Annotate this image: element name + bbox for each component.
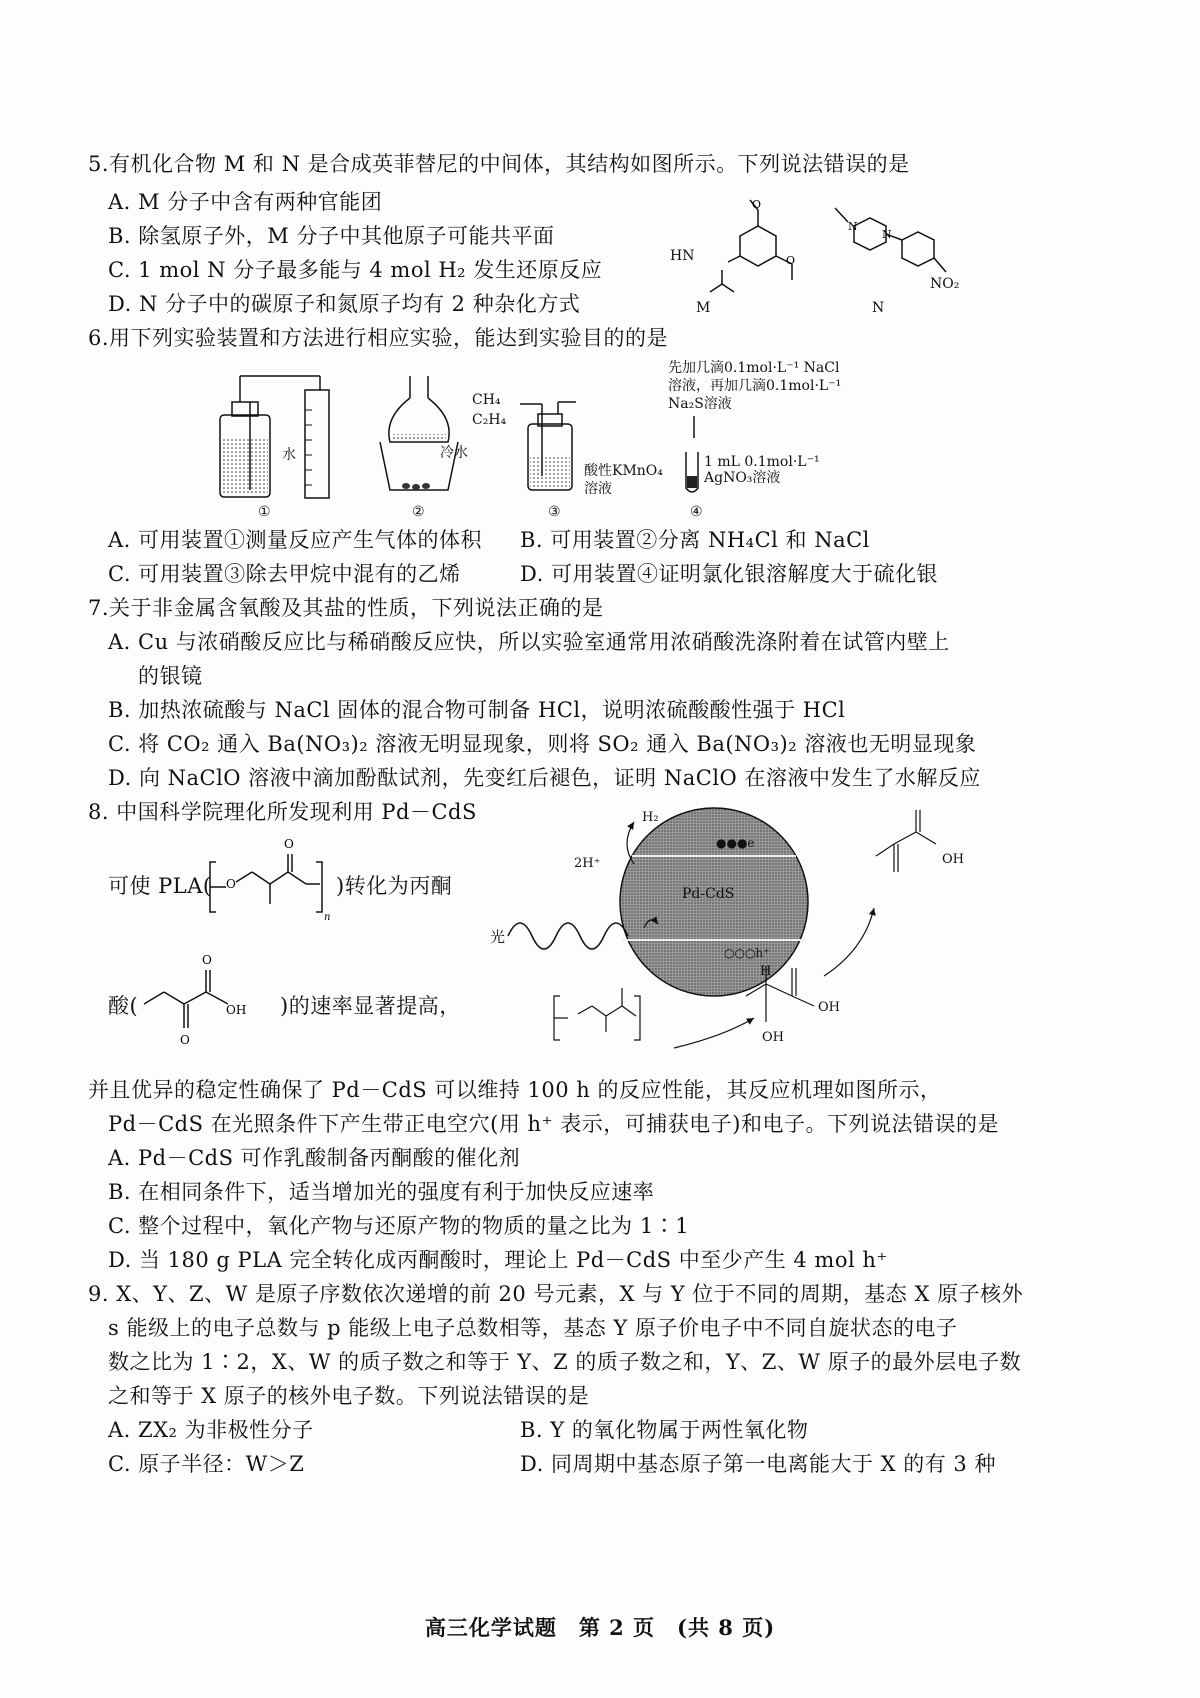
q8-option-b: B. 在相同条件下，适当增加光的强度有利于加快反应速率: [108, 1180, 655, 1204]
q5-fig-hn: HN: [670, 248, 695, 264]
q8-line-2b: )转化为丙酮: [336, 874, 453, 898]
q9-option-a: A. ZX₂ 为非极性分子: [108, 1418, 314, 1442]
q8-fig-pyruvic-oh: OH: [942, 852, 964, 867]
apparatus-2: [376, 372, 466, 502]
q9-line-4: 之和等于 X 原子的核外电子数。下列说法错误的是: [108, 1384, 590, 1408]
q5-option-c: C. 1 mol N 分子最多能与 4 mol H₂ 发生还原反应: [108, 258, 603, 282]
q6-option-d: D. 可用装置④证明氯化银溶解度大于硫化银: [520, 562, 938, 586]
q8-fig-electrons: ●●●e: [716, 836, 755, 850]
q8-option-c: C. 整个过程中，氧化产物与还原产物的物质的量之比为 1∶1: [108, 1214, 690, 1238]
q8-fig-2h-plus: 2H⁺: [574, 856, 601, 871]
q6-option-c: C. 可用装置③除去甲烷中混有的乙烯: [108, 562, 461, 586]
q6-label-2: ②: [412, 504, 425, 520]
q7-option-b: B. 加热浓硫酸与 NaCl 固体的混合物可制备 HCl，说明浓硫酸酸性强于 HCl: [108, 698, 846, 722]
svg-text:O: O: [284, 837, 294, 851]
svg-text:N: N: [882, 228, 892, 241]
q8-fig-holes: ○○○h⁺: [724, 946, 770, 960]
q6-stem: 6.用下列实验装置和方法进行相应实验，能达到实验目的的是: [88, 326, 669, 350]
q6-label-c2h4: C₂H₄: [472, 412, 507, 428]
q8-option-d: D. 当 180 g PLA 完全转化成丙酮酸时，理论上 Pd－CdS 中至少产生 4 mol h⁺: [108, 1248, 888, 1272]
molecule-m-diagram: [700, 188, 820, 308]
q5-fig-n-label: N: [872, 300, 885, 316]
q6-label-1: ①: [258, 504, 271, 520]
q8-option-a: A. Pd－CdS 可作乳酸制备丙酮酸的催化剂: [108, 1146, 521, 1170]
q8-line-2a: 可使 PLA(: [108, 874, 212, 898]
q7-option-a: A. Cu 与浓硝酸反应比与稀硝酸反应快，所以实验室通常用浓硝酸洗涤附着在试管内壁上: [108, 630, 950, 654]
q8-line-5: Pd－CdS 在光照条件下产生带正电空穴(用 h⁺ 表示，可捕获电子)和电子。下列说法错误的是: [108, 1112, 999, 1136]
q8-line-3a: 酸(: [108, 994, 139, 1018]
q9-line-1: 9. X、Y、Z、W 是原子序数依次递增的前 20 号元素，X 与 Y 位于不同的周期，基态 X 原子核外: [88, 1282, 1024, 1306]
q6-label-agno3-2: AgNO₃溶液: [704, 470, 781, 486]
q7-option-c: C. 将 CO₂ 通入 Ba(NO₃)₂ 溶液无明显现象，则将 SO₂ 通入 Ba(NO₃)₂ 溶液也无明显现象: [108, 732, 977, 756]
q7-option-d: D. 向 NaClO 溶液中滴加酚酞试剂，先变红后褪色，证明 NaClO 在溶液中发生了水解反应: [108, 766, 981, 790]
q8-line-4: 并且优异的稳定性确保了 Pd－CdS 可以维持 100 h 的反应性能，其反应机理如图所示，: [88, 1078, 942, 1102]
apparatus-1: [210, 370, 340, 505]
svg-text:O: O: [202, 953, 212, 967]
q8-line-3b: )的速率显著提高，: [280, 994, 461, 1018]
q8-fig-h2: H₂: [642, 810, 659, 825]
q8-fig-lactic-h: H: [760, 964, 772, 979]
q5-fig-m-label: M: [696, 300, 711, 316]
svg-text:n: n: [324, 912, 331, 923]
q6-label-drop-3: Na₂S溶液: [668, 396, 732, 412]
q8-fig-lactic-oh1: OH: [762, 1030, 784, 1045]
svg-text:N: N: [848, 220, 858, 233]
q6-label-agno3-1: 1 mL 0.1mol·L⁻¹: [704, 454, 820, 470]
svg-text:OH: OH: [226, 1003, 247, 1017]
q8-fig-pd-cds: Pd-CdS: [682, 886, 735, 902]
q9-option-b: B. Y 的氧化物属于两性氧化物: [520, 1418, 809, 1442]
svg-text:O: O: [786, 254, 796, 267]
pla-structure: [206, 832, 336, 924]
q8-line-1: 8. 中国科学院理化所发现利用 Pd－CdS: [88, 800, 477, 824]
q6-option-a: A. 可用装置①测量反应产生气体的体积: [108, 528, 483, 552]
q9-option-d: D. 同周期中基态原子第一电离能大于 X 的有 3 种: [520, 1452, 996, 1476]
q8-fig-light: 光: [490, 928, 506, 946]
q6-label-3: ③: [548, 504, 561, 520]
q6-label-4: ④: [690, 504, 703, 520]
q6-label-cold-water: 冷水: [440, 445, 468, 461]
q9-line-3: 数之比为 1∶2，X、W 的质子数之和等于 Y、Z 的质子数之和，Y、Z、W 原子的最外层电子数: [108, 1350, 1022, 1374]
q6-label-drop-1: 先加几滴0.1mol·L⁻¹ NaCl: [668, 360, 840, 376]
svg-text:O: O: [180, 1033, 190, 1047]
apparatus-3: [520, 396, 580, 496]
q5-fig-no2: NO₂: [930, 276, 960, 292]
q6-label-kmno4-solution: 溶液: [584, 481, 612, 497]
q7-option-a-cont: 的银镜: [138, 664, 203, 688]
q6-label-ch4: CH₄: [472, 392, 501, 408]
q5-option-d: D. N 分子中的碳原子和氮原子均有 2 种杂化方式: [108, 292, 581, 316]
q5-option-a: A. M 分子中含有两种官能团: [108, 190, 383, 214]
q5-stem: 5.有机化合物 M 和 N 是合成英菲替尼的中间体，其结构如图所示。下列说法错误的是: [88, 152, 910, 176]
q5-option-b: B. 除氢原子外，M 分子中其他原子可能共平面: [108, 224, 555, 248]
q6-option-b: B. 可用装置②分离 NH₄Cl 和 NaCl: [520, 528, 870, 552]
pyruvic-acid-structure: [134, 948, 274, 1068]
q7-stem: 7.关于非金属含氧酸及其盐的性质，下列说法正确的是: [88, 596, 604, 620]
q8-fig-lactic-oh2: OH: [818, 1000, 840, 1015]
q6-label-drop-2: 溶液，再加几滴0.1mol·L⁻¹: [668, 378, 842, 394]
q6-label-kmno4: 酸性KMnO₄: [584, 463, 663, 479]
q9-line-2: s 能级上的电子总数与 p 能级上电子总数相等，基态 Y 原子价电子中不同自旋状态的电子: [108, 1316, 958, 1340]
svg-text:O: O: [226, 877, 236, 891]
q6-label-water: 水: [282, 447, 296, 463]
page-footer: 高三化学试题 第 2 页 (共 8 页): [424, 1615, 776, 1640]
q9-option-c: C. 原子半径：W＞Z: [108, 1452, 305, 1476]
svg-text:O: O: [752, 198, 762, 211]
